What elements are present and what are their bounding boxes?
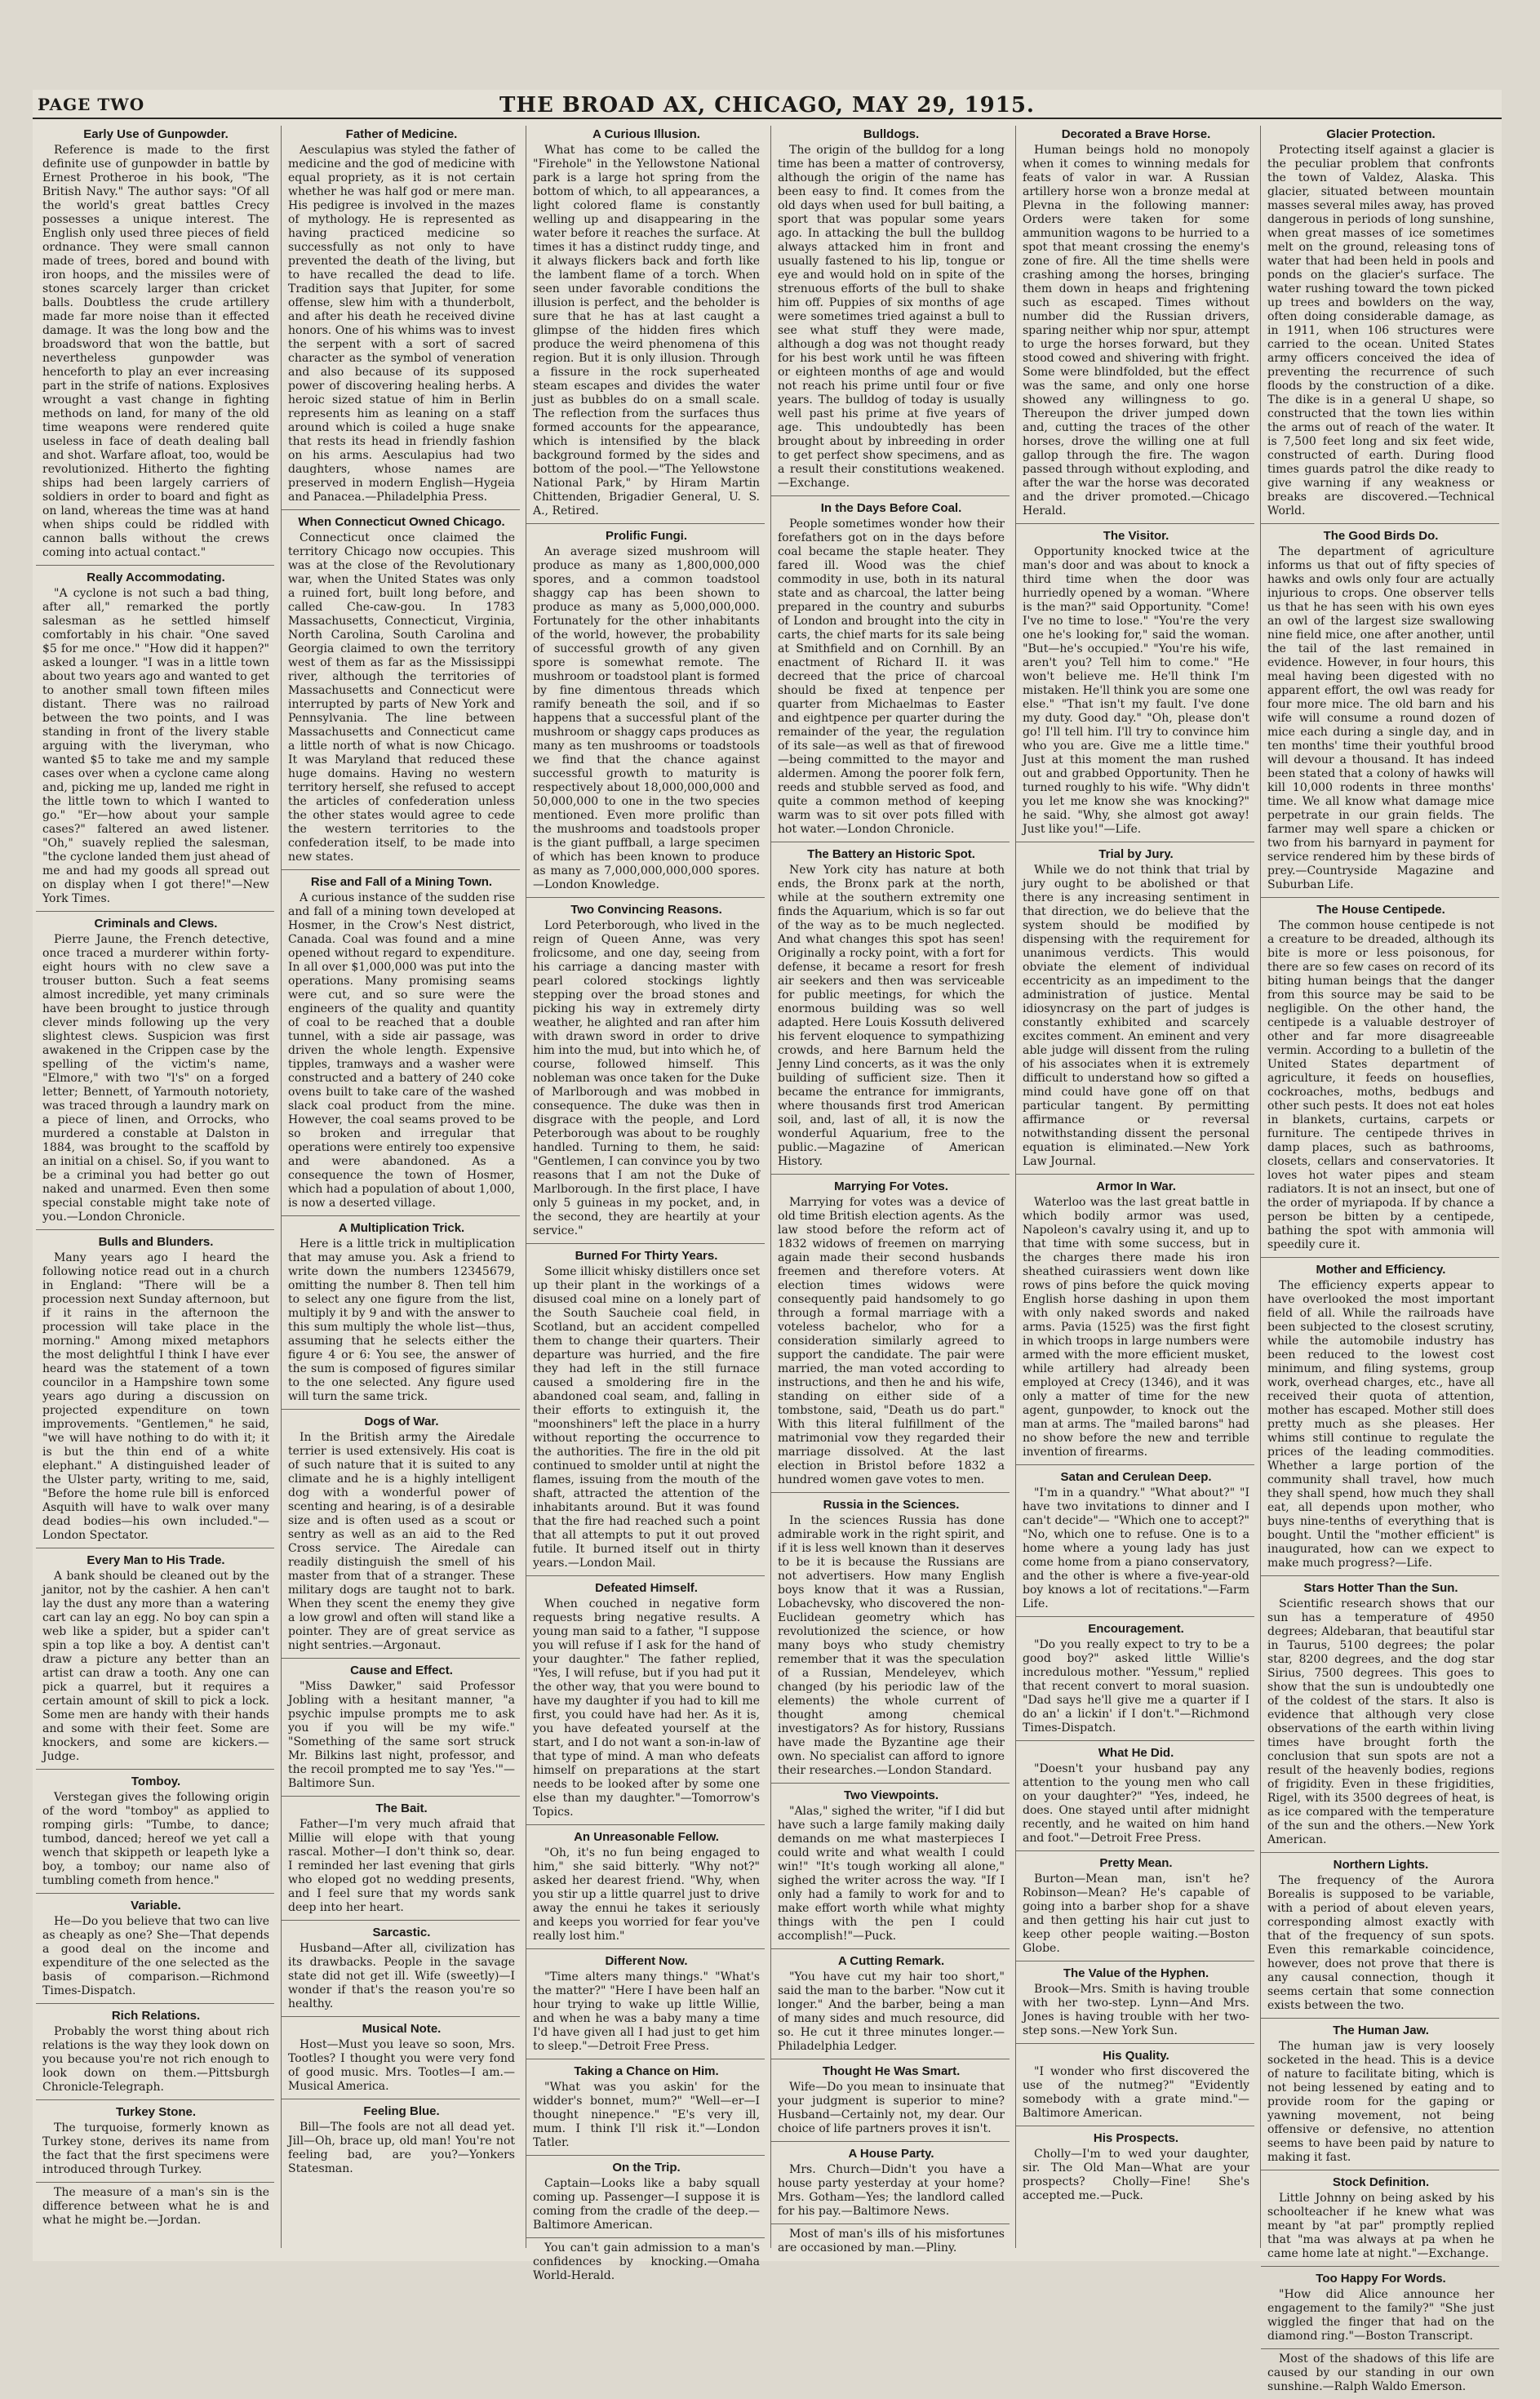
article-body: Scientific research shows that our sun has a temperature of 4950 degrees; Aldebaran, that beautiful star in Taurus, 5100 degrees; the polar star, 8200 degrees, and the dog star Sirius, 7500 degrees. This goes to show that the sun is undoubtedly one of the coldest of the stars. It also is evidence that although very close observations of the earth within living times have brought forth the conclusion that sun spots are not a result of the heavenly bodies, regions of frigidity. Even in these frigidities, Rigel, with its 3500 degrees of heat, is as ice compared with the temperature of the sun and the others.—New York American.: [1267, 1597, 1494, 1846]
article: [1016, 1174, 1254, 1464]
article-headline: Bulldogs.: [863, 127, 920, 141]
article-body: The origin of the bulldog for a long time has been a matter of controversy, although the origin of the name has been easy to find. It comes from the old days when used for bull baiting, a sport that was popular some years ago. In attacking the bull the bulldog always attacked him in front and usually fastened to his lip, tongue or eye and would hold on in spite of the strenuous efforts of the bull to shake him off. Puppies of six months of age were sometimes tried against a bull to see what stuff they were made, although a dog was not thought ready for his best work until he was fifteen or eighteen months of age and would not reach his prime until four or five years. The bulldog of today is usually well past his prime at five years of age. This undoubtedly has been brought about by inbreeding in order to get perfect show specimens, and as a result their constitutions weakened.—Exchange.: [778, 144, 1005, 490]
article-body: Protecting itself against a glacier is the peculiar problem that confronts the town of Valdez, Alaska. This glacier, situated between mountain masses several miles away, has proved dangerous in periods of long sunshine, when great masses of ice sometimes melt on the ground, releasing tons of water that had been held in pools and ponds on the glacier's surface. The water rushing toward the town picked up trees and bowlders on the way, often doing considerable damage, as in 1911, when 106 structures were carried to the ocean. United States army officers conceived the idea of preventing the recurrence of such floods by the construction of a dike. The dike is in a general U shape, so constructed that the town lies within the arms out of reach of the water. It is 7,500 feet long and six feet wide, constructed of earth. During flood times guards patrol the dike ready to give warning if any weakness or breaks are discovered.—Technical World.: [1267, 144, 1494, 518]
article-body: "Oh, it's no fun being engaged to him," she said bitterly. "Why not?" asked her dearest friend. "Why, when you stir up a little quarrel just to drive away the ennui he takes it seriously and keeps you worried for fear you've really lost him.": [533, 1846, 760, 1943]
article-body: When couched in negative form requests bring negative results. A young man said to a father, "I suppose you will refuse if I ask for the hand of your daughter." The father replied, "Yes, I will refuse, but if you had put it the other way, that you were bound to have my daughter if you had to kill me first, you could have had her. As it is, you have defeated yourself at the start, and I do not want a son-in-law of that type of mind. A man who defeats himself on preparations at the start needs to be looked after by some one else than my daughter."—Tomorrow's Topics.: [533, 1597, 760, 1819]
article-body: People sometimes wonder how their forefathers got on in the days before coal became the staple heater. They fared ill. Wood was the chief commodity in use, both in its natural state and as charcoal, the latter being prepared in the country and suburbs of London and brought into the city in carts, the chief marts for its sale being at Smithfield and on Cornhill. By an enactment of Richard II. it was decreed that the price of charcoal should be fixed at tenpence per quarter from Michaelmas to Easter and eightpence per quarter during the remainder of the year, the regulation of its sale—as well as that of firewood—being committed to the mayor and aldermen. Among the poorer folk fern, reeds and stubble served as food, and quite a common method of keeping warm was to sit over pots filled with hot water.—London Chronicle.: [778, 518, 1005, 836]
article-body: Most of man's ills of his misfortunes are occasioned by man.—Pliny.: [778, 2228, 1005, 2255]
article-body: Wife—Do you mean to insinuate that your judgment is superior to mine? Husband—Certainly not, my dear. Our choice of life partners proves it isn't.: [778, 2081, 1005, 2135]
article-headline: The Bait.: [375, 1801, 428, 1815]
article-body: Opportunity knocked twice at the man's door and was about to knock a third time when the door was hurriedly opened by a woman. "Where is the man?" said Opportunity. "Come! I've no time to lose." "You're the very one he's looking for," said the woman. "But—he's occupied." "You're his wife, aren't you? Tell him to come." "He won't believe me. He'll think I'm mistaken. He'll think you are some one else." "That isn't my fault. I've done my duty. Good day." "Oh, please don't go! I'll tell him. I'll try to convince him who you are. Give me a little time." Just at this moment the man rushed out and grabbed Opportunity. Then he turned roughly to his wife. "Why didn't you let me know she was knocking?" he said. "Why, she almost got away! Just like you!"—Life.: [1023, 545, 1249, 836]
article-headline: Burned For Thirty Years.: [575, 1249, 718, 1263]
article-headline: On the Trip.: [612, 2161, 681, 2175]
article-body: "A cyclone is not such a bad thing, after all," remarked the portly salesman as he settled himself comfortably in his chair. "One saved $5 for me once." "How did it happen?" asked a lounger. "I was in a little town about two years ago and wanted to get to another small town fifteen miles distant. There was no railroad between the two points, and I was standing in front of the livery stable arguing with the liveryman, who wanted $5 to take me and my sample cases over when a cyclone came along and, picking me up, landed me right in the little town to which I wanted to go." "Er—how about your sample cases?" faltered an awed listener. "Oh," suavely replied the salesman, "the cyclone landed them just ahead of me and had my goods all spread out on display when I got there!"—New York Times.: [42, 587, 269, 905]
article-headline: Feeling Blue.: [363, 2104, 440, 2118]
article: [526, 2237, 765, 2288]
article-headline: Different Now.: [605, 1954, 688, 1968]
article: [1261, 1575, 1499, 1852]
article-headline: Decorated a Brave Horse.: [1061, 127, 1211, 141]
column-2: [281, 126, 520, 2248]
article-body: Probably the worst thing about rich relations is the way they look down on you because you're not rich enough to look down on them.—Pittsburgh Chronicle-Telegraph.: [42, 2025, 269, 2094]
article: [1016, 2126, 1254, 2208]
article: [526, 127, 765, 523]
article-body: Aesculapius was styled the father of medicine and the god of medicine with equal propriety, as it is not certain whether he was half god or mere man. His pedigree is involved in the mazes of mythology. He is represented as having practiced medicine so successfully as not only to have prevented the death of the living, but to have recalled the dead to life. Tradition says that Jupiter, for some offense, slew him with a thunderbolt, and after his death he received divine honors. One of his whims was to invest the serpent with a sort of sacred character as the symbol of veneration and also because of its supposed power of discovering healing herbs. A heroic sized statue of him in Berlin represents him as leaning on a staff around which is coiled a huge snake that rests its head in friendly fashion on his arms. Aesculapius had two daughters, whose names are preserved in modern English—Hygeia and Panacea.—Philadelphia Press.: [288, 144, 515, 504]
article-headline: Prolific Fungi.: [606, 529, 687, 543]
article: [282, 2016, 520, 2099]
article-body: Pierre Jaune, the French detective, once traced a murderer within forty-eight hours with no clew save a trouser button. Such a feat seems almost incredible, yet many criminals have been brought to justice through clever minds following up the very slightest clews. Suspicion was first awakened in the Crippen case by the spelling of the victim's name, "Elmore," with two "l's" on a forged letter; Bennett, of Yarmouth notoriety, was traced through a laundry mark on a piece of linen, and Orrocks, who murdered a constable at Dalston in 1884, was brought to the scaffold by an initial on a chisel. So, if you want to be a criminal you had better go out naked and unarmed. Even then some special constable might take note of you.—London Chronicle.: [42, 933, 269, 1224]
article-body: "I'm in a quandry." "What about?" "I have two invitations to dinner and I can't decide"— "Which one to accept?" "No, which one to refuse. One is to a home where a young lady has just come home from a piano conservatory, and the other is where a five-year-old boy knows a lot of recitations."—Farm Life.: [1023, 1486, 1249, 1610]
article: [36, 2003, 274, 2099]
article-body: An average sized mushroom will produce as many as 1,800,000,000 spores, and a common toadstool shaggy cap has been shown to produce as many as 5,000,000,000. Fortunately for the other inhabitants of the world, however, the probability of successful growth of any given spore is somewhat remote. The mushroom or toadstool plant is formed by fine dimentous threads which ramify beneath the soil, and if so happens that a successful plant of the mushroom or shaggy caps produces as many as ten mushrooms or toadstools we find that the chance against successful growth to maturity is respectively about 18,000,000,000 and 50,000,000 to one in the two species mentioned. Even more prolific than the mushrooms and toadstools proper is the giant puffball, a large specimen of which has been known to produce as many as 7,000,000,000,000 spores.—London Knowledge.: [533, 545, 760, 891]
article: [1261, 523, 1499, 897]
article-body: Burton—Mean man, isn't he? Robinson—Mean? He's capable of going into a barber shop for a shave and then getting his hair cut just to keep other people waiting.—Boston Globe.: [1023, 1873, 1249, 1955]
article-body: A curious instance of the sudden rise and fall of a mining town developed at Hosmer, in the Crow's Nest district, Canada. Coal was found and a mine opened without regard to expenditure. In all over $1,000,000 was put into the operations. Many promising seams were cut, and so sure were the engineers of the quality and quantity of coal to be reached that a double tunnel, with a side air passage, was driven the whole length. Expensive tipples, tramways and a washer were constructed and a battery of 240 coke ovens built to take care of the washed slack coal product from the mine. However, the coal seams proved to be so broken and irregular that operations were entirely too expensive and were abandoned. As a consequence the town of Hosmer, which had a population of about 1,000, is now a deserted village.: [288, 891, 515, 1210]
article-body: "Doesn't your husband pay any attention to the young men who call on your daughter?" "Yes, indeed, he does. One stayed until after midnight recently, and he waited on him hand and foot."—Detroit Free Press.: [1023, 1762, 1249, 1845]
article: [526, 2155, 765, 2237]
article-body: In the sciences Russia has done admirable work in the right spirit, and if it is less well known than it deserves to be it is because the Russians are not advertisers. How many English boys know that it was a Russian, Lobachevsky, who discovered the non-Euclidean geometry which has revolutionized the science, or how many boys who study chemistry remember that it was the speculation of a Russian, Mendeleyev, which changed (by his periodic law of the elements) the whole current of thought among chemical investigators? As for history, Russians have made the Byzantine age their own. No specialist can afford to ignore their researches.—London Standard.: [778, 1514, 1005, 1777]
article: [1016, 127, 1254, 523]
article: [1016, 1961, 1254, 2043]
article-headline: Trial by Jury.: [1098, 847, 1174, 861]
article-headline: Tomboy.: [131, 1775, 181, 1788]
article: [282, 1409, 520, 1658]
article-body: Waterloo was the last great battle in which bodily armor was used, Napoleon's cavalry using it, and up to that time with some success, but in the charges there made his iron sheathed cuirassiers went down like rows of pins before the quick moving English horse dashing in upon them with only naked swords and naked arms. Pavia (1525) was the first fight in which troops in large numbers were armed with the more efficient musket, while artillery had already been employed at Crecy (1346), and it was only a matter of time for the new agent, gunpowder, to knock out the man at arms. The "mailed barons" had no show before the new and terrible invention of firearms.: [1023, 1196, 1249, 1459]
article: [36, 1229, 274, 1548]
article: [771, 2224, 1010, 2260]
article-headline: Thought He Was Smart.: [822, 2064, 961, 2078]
article-body: Brook—Mrs. Smith is having trouble with her two-step. Lynn—And Mrs. Jones is having trouble with her two-step sons.—New York Sun.: [1023, 1983, 1249, 2037]
article-body: Little Johnny on being asked by his schoolteacher if he knew what was meant by "at par" promptly replied that "ma was always at pa when he came home late at night."—Exchange.: [1267, 2192, 1494, 2260]
article: [282, 1215, 520, 1409]
article-body: Connecticut once claimed the territory Chicago now occupies. This was at the close of the Revolutionary war, when the United States was only a ruined fort, built long before, and called Che-caw-gou. In 1783 Massachusetts, Connecticut, Virginia, North Carolina, South Carolina and Georgia claimed to own the territory west of them as far as the Mississippi river, although the territories of Massachusetts and Connecticut were interrupted by parts of New York and Pennsylvania. The line between Massachusetts and Connecticut came a little north of what is now Chicago. It was Maryland that reduced these huge domains. Having no western territory herself, she refused to accept the articles of confederation unless the other states would agree to cede the western territories to the confederation itself, to be made into new states.: [288, 531, 515, 864]
article-headline: Taking a Chance on Him.: [574, 2064, 719, 2078]
article: [1016, 1740, 1254, 1850]
newspaper-page: [33, 90, 1502, 2393]
article-headline: His Prospects.: [1093, 2131, 1179, 2145]
article-headline: Stock Definition.: [1332, 2175, 1430, 2189]
article: [771, 495, 1010, 842]
article-headline: Armor In War.: [1096, 1180, 1176, 1193]
article-headline: Bulls and Blunders.: [98, 1235, 214, 1249]
article-body: The department of agriculture informs us that out of fifty species of hawks and owls only four are actually injurious to crops. One observer tells us that he has seen with his own eyes an owl of the largest size swallowing nine field mice, one after another, until the tail of the last remained in evidence. However, in four hours, this meal having been digested with no apparent effort, the owl was ready for four more mice. The old barn and his wife will consume a round dozen of mice each during a single day, and in ten months' time their youthful brood will devour a thousand. It has indeed been stated that a colony of hawks will kill 10,000 rodents in three months' time. We all know what damage mice perpetrate in our grain fields. The farmer may well spare a chicken or two from his barnyard in payment for service rendered him by these birds of prey.—Countryside Magazine and Suburban Life.: [1267, 545, 1494, 891]
article-headline: Pretty Mean.: [1099, 1856, 1173, 1870]
article-headline: The Human Jaw.: [1333, 2024, 1429, 2037]
article-headline: Two Viewpoints.: [843, 1788, 939, 1802]
article-body: While we do not think that trial by jury ought to be abolished or that there is any increasing sentiment in that direction, we do believe that the system should be modified by dispensing with the requirement for unanimous verdicts. This would obviate the element of individual eccentricity as an impediment to the administration of justice. Mental idiosyncrasy on the part of judges is constantly exhibited and scarcely excites comment. An eminent and very able judge will dissent from the ruling of his associates when it is extremely difficult to understand how so gifted a mind could have gone off on that particular tangent. By permitting affirmance or reversal notwithstanding dissent the personal equation is eliminated.—New York Law Journal.: [1023, 864, 1249, 1168]
article: [1016, 2043, 1254, 2126]
article-headline: In the Days Before Coal.: [820, 501, 962, 515]
article-body: New York city has nature at both ends, the Bronx park at the north, while at the southern extremity one finds the Aquarium, which is so far out of the way as to be much neglected. And what changes this spot has seen! Originally a rocky point, with a fort for defense, it became a resort for fresh air seekers and then was serviceable for public meetings, for which the enormous building was so well adapted. Here Louis Kossuth delivered his fervent eloquence to sympathizing crowds, and here Barnum held the Jenny Lind concerts, as it was the only building of sufficient size. Then it became the entrance for immigrants, where thousands first trod American soil, and, last of all, it is now the wonderful Aquarium, free to the public.—Magazine of American History.: [778, 864, 1005, 1168]
column-1: [36, 126, 274, 2248]
article: [282, 1658, 520, 1796]
article-body: Marrying for votes was a device of old time British election agents. As the law stood before the reform act of 1832 widows of freemen on marrying again made their second husbands freemen and therefore voters. At election times widows were consequently paid handsomely to go through a formal marriage with a voteless bachelor, who for a consideration similarly agreed to support the candidate. The pair were married, the man voted according to instructions, and then he and his wife, standing on either side of a tombstone, said, "Death us do part." With this literal fulfillment of the matrimonial vow they regarded their marriage dissolved. At the last election in Bristol before 1832 a hundred women gave votes to men.: [778, 1196, 1005, 1486]
article: [36, 911, 274, 1229]
column-5: [1015, 126, 1254, 2248]
article-body: The turquoise, formerly known as Turkey stone, derives its name from the fact that the first specimens were introduced through Turkey.: [42, 2121, 269, 2176]
article-body: Mrs. Church—Didn't you have a house party yesterday at your home? Mrs. Gotham—Yes; the landlord called for his pay.—Baltimore News.: [778, 2163, 1005, 2218]
article-body: "I wonder who first discovered the use of the nutmeg?" "Evidently somebody with a grate mind."—Baltimore American.: [1023, 2065, 1249, 2120]
article: [1261, 2266, 1499, 2348]
article-headline: The House Centipede.: [1316, 903, 1445, 917]
article-body: "Time alters many things." "What's the matter?" "Here I have been half an hour trying to wake up little Willie, and when he was a baby many a time I'd have given all I had just to get him to sleep."—Detroit Free Press.: [533, 1970, 760, 2053]
article-headline: Sarcastic.: [372, 1926, 431, 1939]
article: [1261, 2348, 1499, 2399]
article: [36, 127, 274, 565]
article-headline: Rise and Fall of a Mining Town.: [310, 875, 493, 889]
column-4: [770, 126, 1010, 2255]
article-body: Father—I'm very much afraid that Millie will elope with that young rascal. Mother—I don't think so, dear. I reminded her last evening that girls who eloped got no wedding presents, and I feel sure that my words sank deep into her heart.: [288, 1818, 515, 1914]
article-headline: Satan and Cerulean Deep.: [1060, 1470, 1212, 1484]
article-body: "How did Alice announce her engagement to the family?" "She just wiggled the finger that had on the diamond ring."—Boston Transcript.: [1267, 2288, 1494, 2343]
article-headline: Rich Relations.: [111, 2009, 201, 2023]
article-body: What has come to be called the "Firehole" in the Yellowstone National park is a large hot spring from the bottom of which, to all appearances, a light colored flame is constantly welling up and disappearing in the water before it reaches the surface. At times it has a distinct ruddy tinge, and it always flickers back and forth like the lambent flame of a torch. When seen under favorable conditions the illusion is perfect, and the beholder is sure that he has at last caught a glimpse of the hidden fires which produce the weird phenomena of this region. But it is only illusion. Through a fissure in the rock superheated steam escapes and divides the water just as bubbles do on a small scale. The reflection from the surfaces thus formed accounts for the appearance, which is intensified by the black background formed by the sides and bottom of the pool.—"The Yellowstone National Park," by Hiram Martin Chittenden, Brigadier General, U. S. A., Retired.: [533, 144, 760, 518]
article-headline: A Cutting Remark.: [837, 1954, 945, 1968]
article-headline: The Battery an Historic Spot.: [807, 847, 975, 861]
page-number-label: PAGE TWO: [38, 95, 145, 114]
article: [282, 2099, 520, 2181]
article-body: "You have cut my hair too short," said the man to the barber. "Now cut it longer." And the barber, being a man of many sides and much resource, did so. He cut it three minutes longer.—Philadelphia Ledger.: [778, 1970, 1005, 2053]
article-headline: Marrying For Votes.: [834, 1180, 948, 1193]
article: [526, 2059, 765, 2155]
article: [1016, 523, 1254, 842]
article: [771, 1174, 1010, 1492]
article-body: "Miss Dawker," said Professor Jobling with a hesitant manner, "a psychic impulse prompts me to ask you if you will be my wife." "Something of the same sort struck Mr. Bilkins last night, professor, and the recoil prompted me to say 'Yes.'"—Baltimore Sun.: [288, 1680, 515, 1790]
article-body: "What was you askin' for the widder's bonnet, mum?" "Well—er—I thought ninepence." "E's very ill, mum. I think I'll risk it."—London Tatler.: [533, 2081, 760, 2149]
article: [1261, 2018, 1499, 2170]
article: [1016, 1616, 1254, 1740]
article-body: The efficiency experts appear to have overlooked the most important field of all. While the railroads have been subjected to the closest scrutiny, while the automobile industry has been reduced to the lowest cost minimum, and filing systems, group work, overhead charges, etc., have all received their quota of attention, mother has escaped. Mother still does pretty much as she pleases. Her whims still continue to regulate the prices of the leading commodities. Whether a large portion of the community shall travel, how much they shall spend, how much they shall eat, all depends upon mother, who buys nine-tenths of everything that is bought. Until the "mother efficient" is inaugurated, how can we expect to make much progress?—Life.: [1267, 1279, 1494, 1570]
article-headline: Dogs of War.: [364, 1415, 439, 1428]
article-headline: Really Accommodating.: [87, 571, 225, 584]
article-headline: Russia in the Sciences.: [823, 1498, 960, 1512]
article: [1261, 1257, 1499, 1575]
article: [282, 1920, 520, 2016]
article: [771, 1948, 1010, 2059]
masthead: [33, 90, 1502, 119]
article-body: A bank should be cleaned out by the janitor, not by the cashier. A hen can't lay the dust any more than a watering cart can lay an egg. No boy can spin a web like a spider, but a spider can't spin a top like a boy. A dentist can't draw a picture any better than an artist can draw a tooth. Any one can pick a quarrel, but it requires a certain amount of skill to pick a lock. Some men are handy with their hands and some with their feet. Some are knockers, and some are kickers.—Judge.: [42, 1570, 269, 1763]
article: [526, 523, 765, 897]
article: [771, 842, 1010, 1174]
article-body: Husband—After all, civilization has its drawbacks. People in the savage state did not get ill. Wife (sweetly)—I wonder if that's the reason you're so healthy.: [288, 1942, 515, 2010]
article-body: Bill—The fools are not all dead yet. Jill—Oh, brace up, old man! You're not feeling bad, are you?—Yonkers Statesman.: [288, 2121, 515, 2175]
article-headline: Glacier Protection.: [1326, 127, 1436, 141]
article: [1261, 127, 1499, 523]
article-body: Captain—Looks like a baby squall coming up. Passenger—I suppose it is coming from the cradle of the deep.—Baltimore American.: [533, 2177, 760, 2232]
article: [1016, 842, 1254, 1174]
article-headline: Northern Lights.: [1333, 1858, 1429, 1872]
article-body: The frequency of the Aurora Borealis is supposed to be variable, with a period of about eleven years, corresponding almost exactly with that of the frequency of sun spots. Even this remarkable coincidence, however, does not prove that there is any causal connection, though it seems certain that some connection exists between the two.: [1267, 1874, 1494, 2012]
article-headline: Criminals and Clews.: [94, 917, 218, 931]
article-body: Here is a little trick in multiplication that may amuse you. Ask a friend to write down the numbers 12345679, omitting the number 8. Then tell him to select any one figure from the list, multiply it by 9 and with the answer to this sum multiply the whole list—thus, assuming that he selects either the figure 4 or 6: You see, the answer of the sum is composed of figures similar to the one selected. Any figure used will turn the same trick.: [288, 1237, 515, 1403]
article-headline: Every Man to His Trade.: [87, 1553, 225, 1567]
article: [36, 2099, 274, 2182]
article-body: Most of the shadows of this life are caused by our standing in our own sunshine.—Ralph Waldo Emerson.: [1267, 2352, 1494, 2393]
article-headline: Stars Hotter Than the Sun.: [1303, 1581, 1458, 1595]
article-headline: Two Convincing Reasons.: [570, 903, 722, 917]
article: [36, 1769, 274, 1893]
article-headline: The Value of the Hyphen.: [1063, 1966, 1209, 1980]
article-headline: A Curious Illusion.: [592, 127, 700, 141]
article: [771, 1783, 1010, 1948]
article: [771, 2059, 1010, 2141]
article-body: "Alas," sighed the writer, "if I did but have such a large family making daily demands on me what masterpieces I could write and what wealth I could win!" "It's tough working all alone," sighed the writer across the way. "If I only had a family to work for and to make effort worth while what mighty things with the pen I could accomplish!"—Puck.: [778, 1805, 1005, 1943]
article-headline: Too Happy For Words.: [1316, 2272, 1446, 2286]
article-headline: Musical Note.: [362, 2022, 442, 2036]
article-headline: An Unreasonable Fellow.: [574, 1830, 719, 1844]
article: [282, 869, 520, 1215]
article-body: Verstegan gives the following origin of the word "tomboy" as applied to romping girls: "Tumbe, to dance; tumbod, danced; hereof we yet call a wench that skippeth or leapeth lyke a boy, a tomboy; our name also of tumbling cometh from hence.": [42, 1791, 269, 1887]
article-body: Some illicit whisky distillers once set up their plant in the workings of a disused coal mine on a lonely part of the South Saucheie coal field, in Scotland, but an accident compelled them to change their quarters. Their departure was hurried, and the fire they had left in the still furnace caused a smoldering fire in the abandoned coal seam, and, falling in their efforts to extinguish it, the "moonshiners" left the place in a hurry without reporting the occurrence to the authorities. The fire in the old pit continued to smolder until at night the flames, issuing from the mouth of the shaft, attracted the attention of the inhabitants around. But it was found that the fire had reached such a point that all attempts to put it out proved futile. It burned itself out in thirty years.—London Mail.: [533, 1265, 760, 1570]
article-body: The human jaw is very loosely socketed in the head. This is a device of nature to facilitate biting, which is not being lessened by eating and to provide room for the gaping or yawning movement, not being offensive or defensive, no attention seems to have been paid by nature to making it fast.: [1267, 2040, 1494, 2164]
publication-dateline: THE BROAD AX, CHICAGO, MAY 29, 1915.: [499, 93, 1035, 118]
article: [36, 1893, 274, 2003]
article: [526, 1824, 765, 1948]
article: [526, 897, 765, 1243]
article-headline: Defeated Himself.: [595, 1581, 698, 1595]
column-3: [526, 126, 765, 2282]
article-body: The common house centipede is not a creature to be dreaded, although its bite is more or less poisonous, for there are so few cases on record of its biting human beings that the danger from this source may be said to be negligible. On the other hand, the centipede is a valuable destroyer of other and far more disagreeable vermin. According to a bulletin of the United States department of agriculture, it feeds on houseflies, cockroaches, moths, bedbugs and other such pests. It does not eat holes in blankets, curtains, carpets or furniture. The centipede thrives in damp places, such as bathrooms, closets, cellars and conservatories. It loves hot water pipes and steam radiators. It is not an insect, but one of the order of myriapoda. If by chance a person be bitten by a centipede, bathing the spot with ammonia will speedily cure it.: [1267, 919, 1494, 1251]
article: [282, 1796, 520, 1920]
article-body: Many years ago I heard the following notice read out in a church in England: "There will be a procession next Sunday afternoon, but if it rains in the afternoon the procession will take place in the morning." Among mixed metaphors the most delightful I think I have ever heard was the statement of a town councilor in a Hampshire town some years ago during a discussion on projected expenditure on town improvements. "Gentlemen," he said, "we will have nothing to do with it; it is but the thin end of a white elephant." A distinguished leader of the Ulster party, writing to me, said, "Before the home rule bill is enforced Asquith will have to walk over many dead bodies—his own included."—London Spectator.: [42, 1251, 269, 1542]
article-body: You can't gain admission to a man's confidences by knocking.—Omaha World-Herald.: [533, 2241, 760, 2282]
article-headline: Turkey Stone.: [115, 2105, 197, 2119]
article-body: He—Do you believe that two can live as cheaply as one? She—That depends a good deal on the income and expenditure of the one selected as the basis of comparison.—Richmond Times-Dispatch.: [42, 1915, 269, 1997]
article: [36, 565, 274, 911]
article: [1261, 1852, 1499, 2018]
article: [526, 1948, 765, 2059]
article-headline: Cause and Effect.: [350, 1664, 453, 1677]
article-headline: The Visitor.: [1103, 529, 1169, 543]
article: [1016, 1464, 1254, 1616]
article-headline: Father of Medicine.: [345, 127, 458, 141]
article-headline: A House Party.: [848, 2147, 934, 2161]
article-body: The measure of a man's sin is the difference between what he is and what he might be.—Jordan.: [42, 2186, 269, 2227]
article-body: Human beings hold no monopoly when it comes to winning medals for feats of valor in war. A Russian artillery horse won a bronze medal at Plevna in the following manner: Orders were taken for some ammunition wagons to be hurried to a spot that meant crossing the enemy's zone of fire. All the time shells were crashing among the horses, bringing them down in heaps and frightening such as escaped. Times without number did the Russian drivers, sparing neither whip nor spur, attempt to urge the horses forward, but they stood cowed and shivering with fright. Some were blindfolded, but the effect was the same, and only one horse showed any willingness to go. Thereupon the driver jumped down and, cutting the traces of the other horses, drove the willing one at full gallop through the fire. The wagon passed through without exploding, and after the war the horse was decorated and the driver promoted.—Chicago Herald.: [1023, 144, 1249, 518]
article: [771, 127, 1010, 495]
article-headline: Variable.: [131, 1899, 181, 1913]
article: [771, 1492, 1010, 1783]
article: [282, 127, 520, 509]
column-6: [1260, 126, 1499, 2393]
article-headline: A Multiplication Trick.: [338, 1221, 465, 1235]
article-headline: What He Did.: [1098, 1746, 1174, 1760]
article-body: Lord Peterborough, who lived in the reign of Queen Anne, was very frolicsome, and one day, seeing from his carriage a dancing master with pearl colored stockings lightly stepping over the broad stones and picking his way in extremely dirty weather, he alighted and ran after him with drawn sword in order to drive him into the mud, but into which he, of course, followed himself. This nobleman was once taken for the Duke of Marlborough and was mobbed in consequence. The duke was then in disgrace with the people, and Lord Peterborough was about to be roughly handled. Turning to them, he said: "Gentlemen, I can convince you by two reasons that I am not the Duke of Marlborough. In the first place, I have only 5 guineas in my pocket, and, in the second, they are heartily at your service.": [533, 919, 760, 1237]
article-headline: His Quality.: [1103, 2049, 1169, 2063]
article-body: In the British army the Airedale terrier is used extensively. His coat is of such nature that it is suited to any climate and he is a highly intelligent dog with a wonderful power of scenting and hearing, is of a desirable size and is often used as a scout or sentry as well as an aid to the Red Cross service. The Airedale can readily distinguish the smell of his master from that of a stranger. These military dogs are taught not to bark. When they scent the enemy they give a low growl and often will stand like a pointer. They are of great service as night sentries.—Argonaut.: [288, 1431, 515, 1652]
article-headline: Encouragement.: [1088, 1622, 1184, 1636]
article: [771, 2141, 1010, 2224]
article: [526, 1575, 765, 1824]
article-body: Cholly—I'm to wed your daughter, sir. The Old Man—What are your prospects? Cholly—Fine! She's accepted me.—Puck.: [1023, 2148, 1249, 2202]
article: [282, 509, 520, 869]
article-headline: Mother and Efficiency.: [1316, 1263, 1446, 1277]
article: [1016, 1850, 1254, 1961]
article-body: "Do you really expect to try to be a good boy?" asked little Willie's incredulous mother. "Yessum," replied that recent convert to moral suasion. "Dad says he'll give me a quarter if I do an' a lickin' if I don't."—Richmond Times-Dispatch.: [1023, 1638, 1249, 1735]
article: [1261, 897, 1499, 1257]
columns-area: [33, 126, 1502, 2393]
article-body: Host—Must you leave so soon, Mrs. Tootles? I thought you were very fond of good music. Mrs. Tootles—I am.—Musical America.: [288, 2038, 515, 2093]
article: [526, 1243, 765, 1575]
article-headline: When Connecticut Owned Chicago.: [298, 515, 505, 529]
article: [36, 1548, 274, 1769]
article-body: Reference is made to the first definite use of gunpowder in battle by Ernest Protheroe in his book, "The British Navy." The author says: "Of all the world's great battles Crecy possesses a unique interest. The English only used three pieces of field ordnance. They were small cannon made of trees, bored and bound with iron hoops, and the missiles were of stones scarcely larger than cricket balls. Doubtless the crude artillery made far more noise than it effected damage. It was the long bow and the broadsword that won the battle, but nevertheless gunpowder was henceforth to play an ever increasing part in the strife of nations. Explosives wrought a vast change in fighting methods on land, for many of the old time weapons were rendered quite useless in face of death dealing ball and shot. Warfare afloat, too, would be revolutionized. Hitherto the fighting ships had been largely carriers of soldiers in order to board and fight as on land, whereas the time was at hand when ships could be riddled with cannon balls without the crews coming into actual contact.": [42, 144, 269, 559]
article: [36, 2182, 274, 2232]
article-headline: The Good Birds Do.: [1323, 529, 1439, 543]
article-headline: Early Use of Gunpowder.: [83, 127, 229, 141]
article: [1261, 2170, 1499, 2266]
